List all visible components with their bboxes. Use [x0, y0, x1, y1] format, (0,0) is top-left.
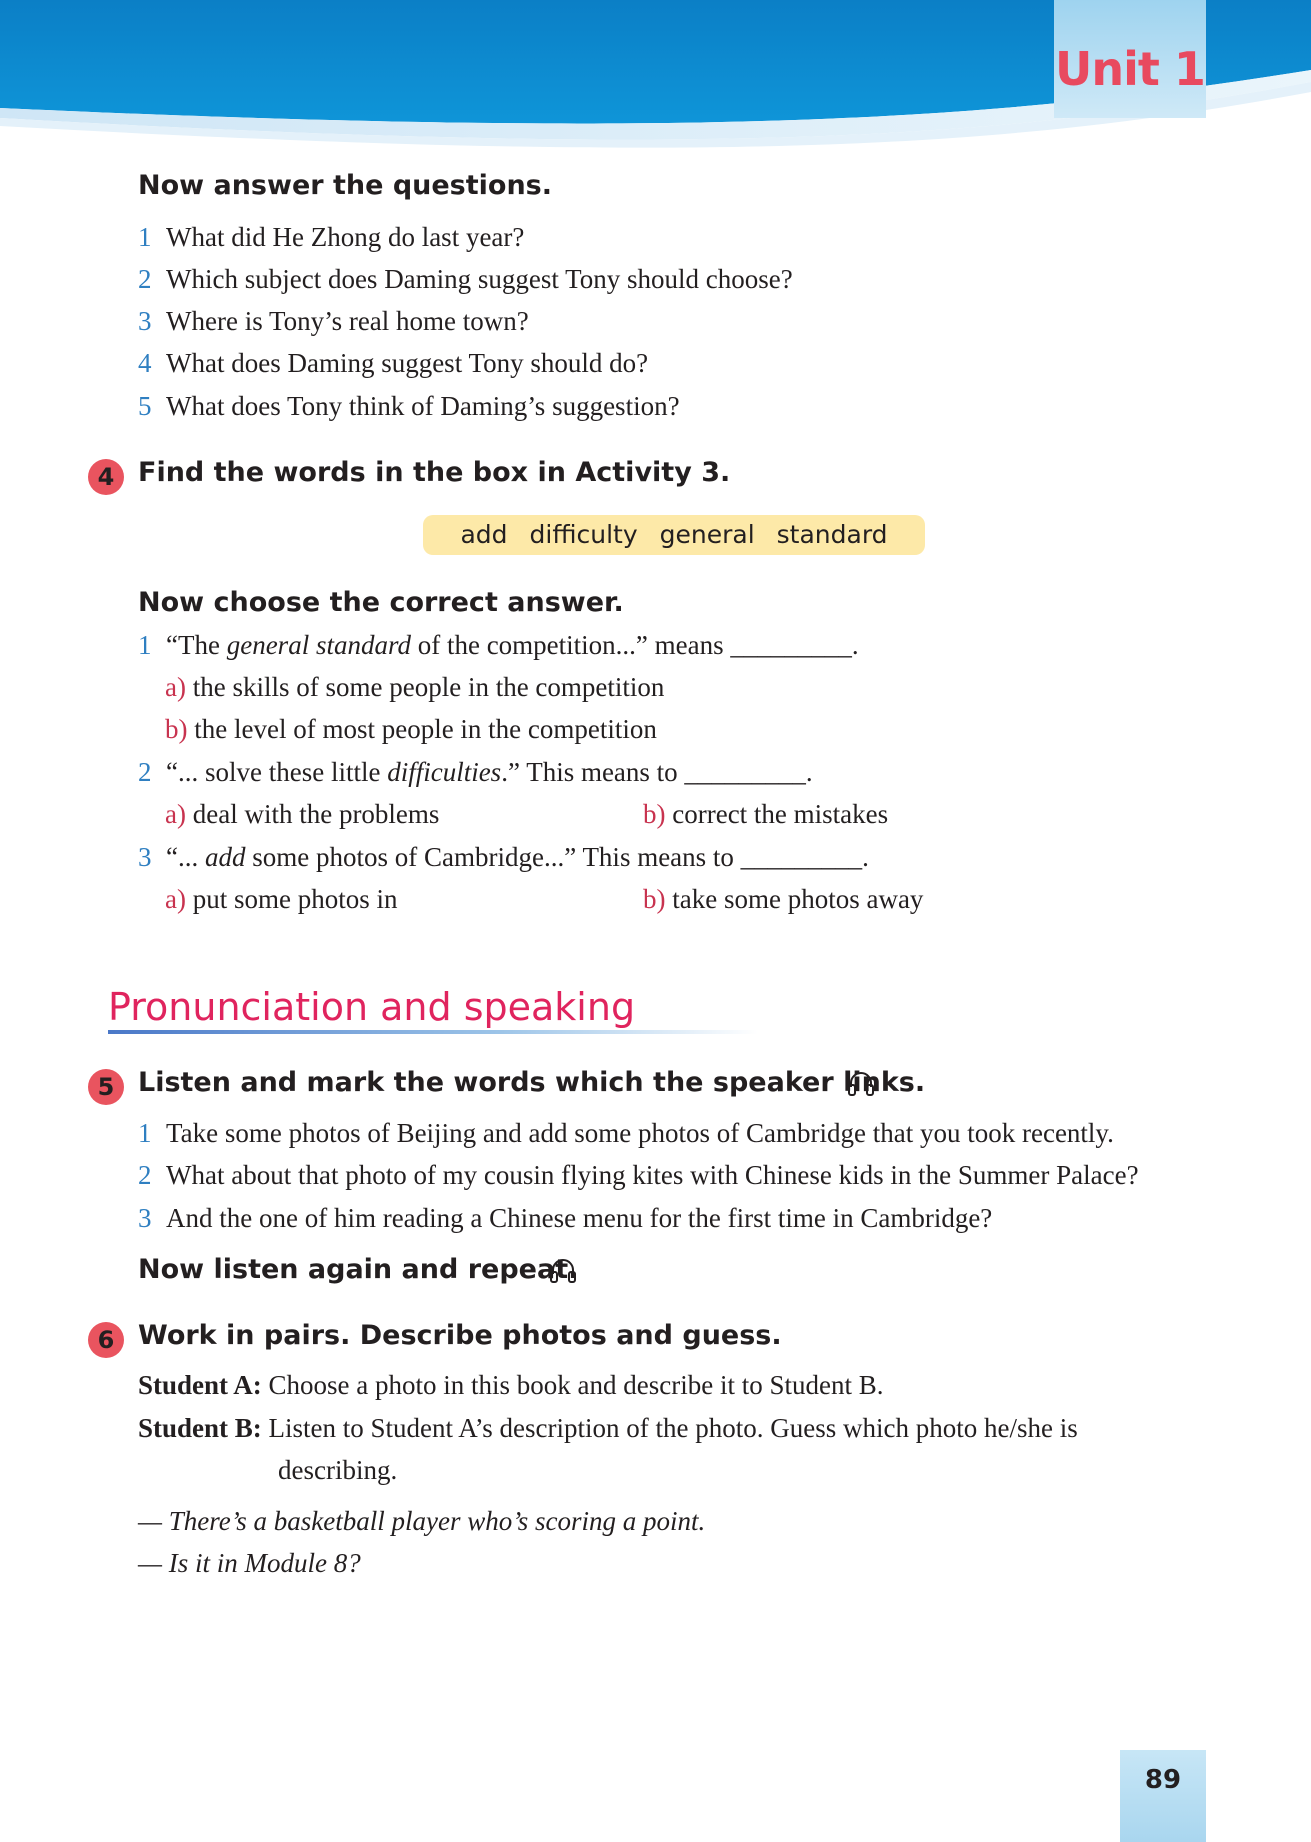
box-word: standard [776, 520, 888, 549]
activity-number-badge: 5 [88, 1069, 124, 1105]
question-item: 2 Which subject does Daming suggest Tony should choose? [138, 264, 793, 294]
repeat-instruction: Now listen again and repeat. [138, 1254, 579, 1285]
page-number-tab [1120, 1750, 1206, 1842]
question-item: 3 Where is Tony’s real home town? [138, 306, 529, 336]
listening-sentence: 3 And the one of him reading a Chinese menu for the first time in Cambridge? [138, 1203, 993, 1233]
box-word: general [659, 520, 755, 549]
activity5-instruction: Listen and mark the words which the speaker links. [138, 1067, 926, 1098]
listening-sentence: 1 Take some photos of Beijing and add some photos of Cambridge that you took recently. [138, 1118, 1114, 1148]
student-b-line: Student B: Listen to Student A’s description of the photo. Guess which photo he/she is [138, 1413, 1078, 1443]
section-divider [108, 1030, 758, 1034]
unit-title: Unit 1 [1055, 42, 1205, 96]
choice-option: a) the skills of some people in the competition [165, 672, 665, 702]
activity4-instruction: Find the words in the box in Activity 3. [138, 457, 731, 488]
choice-option: b) take some photos away [643, 884, 924, 914]
box-word: add [460, 520, 508, 549]
activity4-subheading: Now choose the correct answer. [138, 587, 624, 618]
choice-option: a) put some photos in [165, 884, 398, 914]
choice-question: 1 “The general standard of the competition...” means _________. [138, 630, 859, 660]
choice-question: 2 “... solve these little difficulties.” This means to _________. [138, 757, 813, 787]
choice-option: b) the level of most people in the competition [165, 714, 657, 744]
activity6-instruction: Work in pairs. Describe photos and guess. [138, 1320, 782, 1351]
section-title: Pronunciation and speaking [108, 985, 636, 1029]
activity-number-badge: 6 [88, 1322, 124, 1358]
question-item: 1 What did He Zhong do last year? [138, 222, 525, 252]
choice-option: b) correct the mistakes [643, 799, 889, 829]
choice-question: 3 “... add some photos of Cambridge...” This means to _________. [138, 842, 869, 872]
student-b-line-continued: describing. [278, 1455, 398, 1485]
activity-number-badge: 4 [88, 459, 124, 495]
box-word: difficulty [529, 520, 638, 549]
question-item: 4 What does Daming suggest Tony should do? [138, 348, 649, 378]
headphones-icon[interactable] [846, 1068, 876, 1098]
question-item: 5 What does Tony think of Daming’s suggestion? [138, 391, 680, 421]
example-line: — Is it in Module 8? [138, 1548, 361, 1578]
example-line: — There’s a basketball player who’s scoring a point. [138, 1506, 706, 1536]
page-number: 89 [1144, 1765, 1182, 1795]
word-box [423, 515, 925, 555]
student-a-line: Student A: Choose a photo in this book and describe it to Student B. [138, 1370, 884, 1400]
listening-sentence: 2 What about that photo of my cousin flying kites with Chinese kids in the Summer Palace? [138, 1160, 1139, 1190]
questions-heading: Now answer the questions. [138, 170, 553, 201]
choice-option: a) deal with the problems [165, 799, 440, 829]
headphones-icon[interactable] [548, 1255, 578, 1285]
